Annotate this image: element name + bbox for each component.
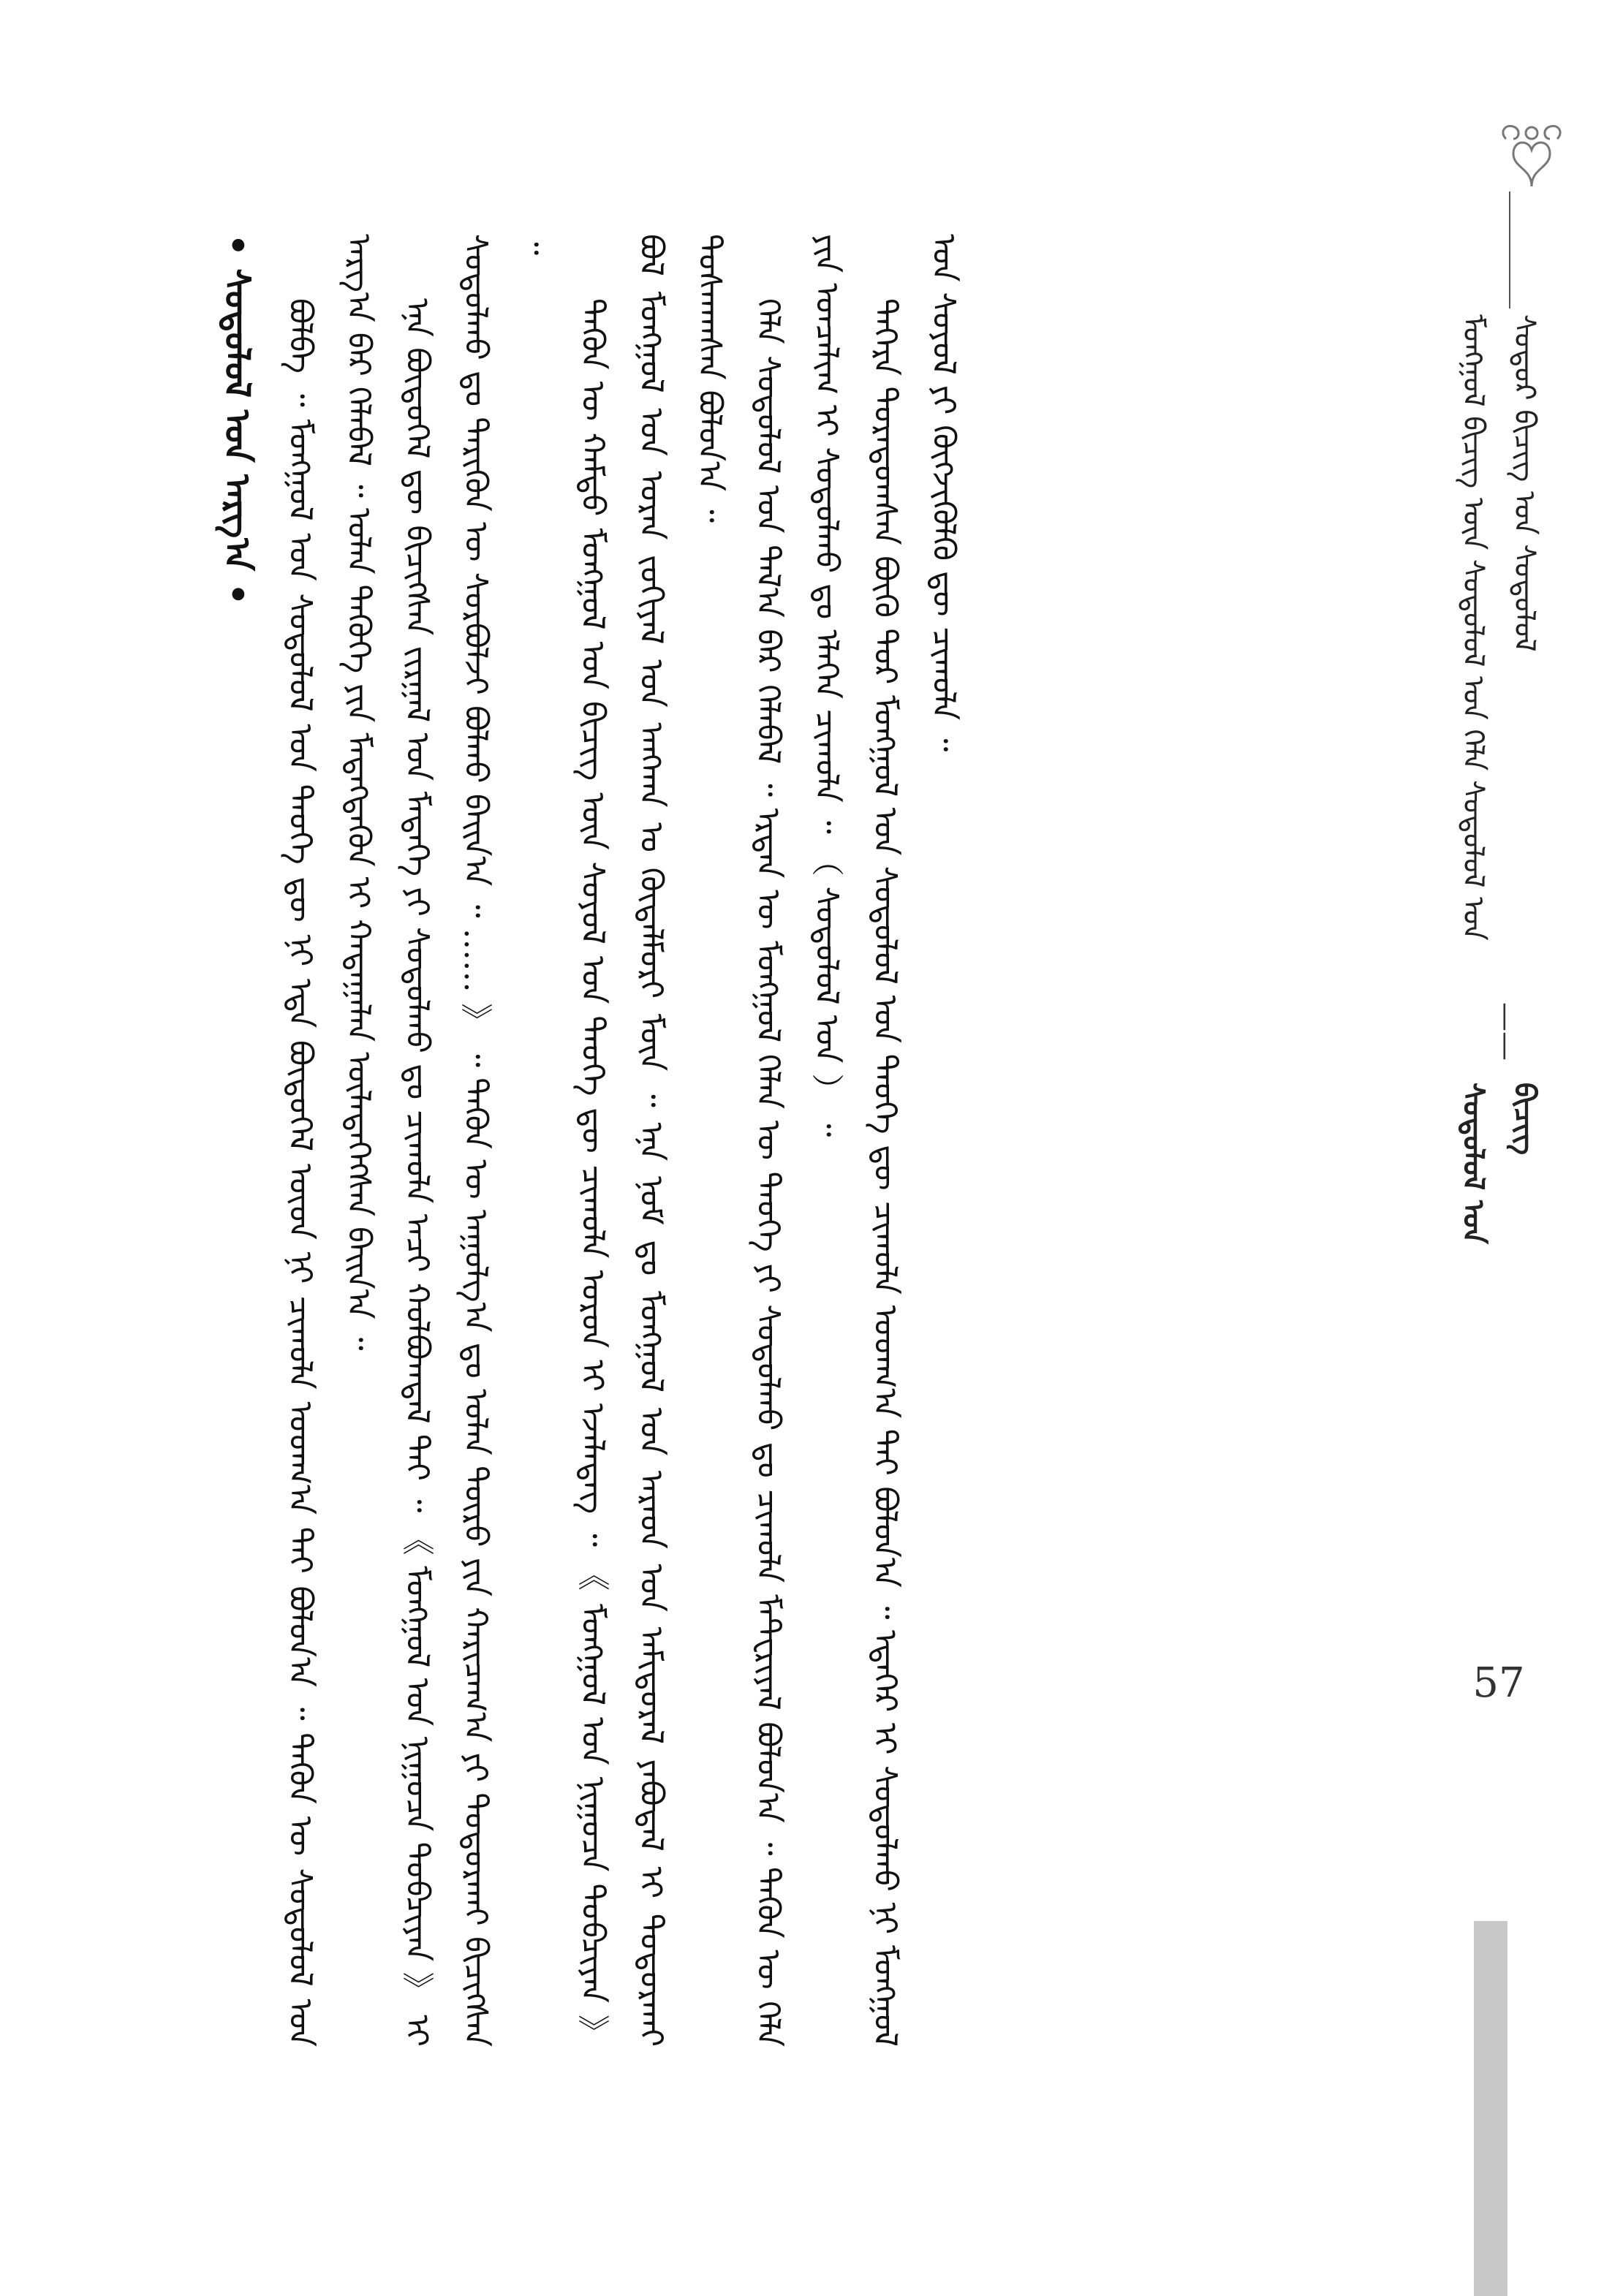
paragraph: ᠪᠣᠯᠪᠠ ᠃ ᠮᠣᠩᠭᠣᠯ ᠤᠨ ᠰᠤᠳᠤᠯᠤᠯ ᠤᠨ ᠲᠡᠦᠬᠡ ᠳᠦ ᠨᠢ ᠡᠳᠡ ᠪᠦᠲᠦᠭᠡᠯ ᠦᠳ ᠨᠢ ᠴᠢᠬᠤᠯᠠ ᠤᠳᠬ᠎ᠠ ᠲᠠᠢ ᠪᠣᠯᠤᠨ᠎ᠠ ᠃ ᠲᠡᠭᠦᠨ ᠦ ᠰᠤᠳᠤᠯᠤᠯ ᠤᠨ ᠠᠷᠭ᠎ᠠ ᠪᠠᠷ ᠬᠡᠯᠡᠪᠡᠯ ᠃ ᠣᠯᠠᠨ ᠲᠡᠭᠦᠬᠡ ᠶᠢᠨ ᠮᠡᠳᠡᠭᠳᠡᠬᠦᠨ ᠢ ᠬᠠᠳᠠᠭᠠᠯᠠᠨ ᠦᠯᠡᠳᠡᠭᠡᠭᠰᠡᠨ ᠪᠠᠢᠨ᠎ᠠ ᠃ (281, 234, 377, 2047)
running-head-dash: —— (1489, 1002, 1523, 1061)
paragraph: ᠲᠡᠭᠦᠨ ᠦ ᠬᠠᠮᠲᠤ ᠮᠣᠩᠭᠣᠯ ᠤᠨ ᠪᠢᠴᠢᠭ ᠦᠨ ᠰᠣᠶᠣᠯ ᠤᠨ ᠲᠡᠦᠬᠡ ᠳᠦ ᠴᠢᠬᠤᠯᠠ ᠣᠷᠣᠨ ᠢ ᠡᠵᠡᠯᠡᠳᠡᠭ ᠃ 《 ᠮᠣᠩᠭᠣᠯ ᠤᠨ ᠨᠢᠭᠤᠴᠠ ᠲᠣᠪᠴᠢᠶᠠᠨ 》 ᠪᠣᠯ ᠮᠣᠩᠭᠣᠯ ᠤᠨ ᠤᠷᠠᠨ ᠵᠣᠬᠢᠶᠠᠯ ᠤᠨ ᠠᠩᠬᠠᠨ ᠤ ᠬᠦᠳᠡᠯᠮᠦᠷᠢ ᠮᠥᠨ ᠃ ᠡᠨᠡ ᠨᠣᠮ ᠳᠤ ᠮᠣᠩᠭᠣᠯ ᠤᠨ ᠠᠷᠠᠳ ᠤᠨ ᠠᠮᠢᠳᠤᠷᠠᠯ ᠶᠠᠪᠤᠳᠠᠯ ᠢ ᠲᠣᠳᠣᠷᠬᠠᠢ ᠲᠤᠰᠬᠠᠭᠰᠠᠨ ᠪᠣᠯᠤᠨ᠎ᠠ ᠃ (574, 234, 728, 2047)
paragraph: ᠡᠨᠡ ᠪᠦᠲᠦᠭᠡᠯ ᠳᠦ ᠪᠢᠴᠢᠭᠰᠡᠨ ᠵᠢᠷᠭᠠᠯ ᠤᠨ ᠮᠡᠳᠡᠭᠡ ᠶᠢ ᠰᠤᠳᠤᠯᠬᠤ ᠳᠤ ᠴᠢᠬᠤᠯᠠ ᠠᠴᠢ ᠬᠣᠯᠪᠣᠭᠳᠠᠯ ᠲᠠᠢ ᠃ 《 ᠮᠣᠩᠭᠣᠯ ᠤᠨ ᠨᠢᠭᠤᠴᠠ ᠲᠣᠪᠴᠢᠶᠠᠨ 》 ᠢ ᠰᠤᠳᠤᠯᠬᠤ ᠳᠤ ᠲᠡᠷᠢᠭᠦᠨ ᠦ ᠰᠤᠷᠪᠤᠯᠵᠢ ᠪᠣᠯᠬᠤ ᠪᠠᠢᠨ᠎ᠠ ᠃ …… 》 ᠃ ᠲᠡᠭᠦᠨ ᠦ ᠠᠭᠤᠯᠭ᠎ᠠ ᠳᠤ ᠣᠯᠠᠨ ᠲᠦᠷᠦ ᠶᠢᠨ ᠬᠠᠷᠢᠴᠠᠭ᠎ᠠ ᠶᠢ ᠲᠣᠳᠣᠷᠬᠠᠢ ᠪᠢᠴᠢᠭᠰᠡᠨ ᠃ (398, 234, 553, 2047)
side-tab (1474, 1921, 1507, 2296)
running-head-bold-title: ᠰᠤᠳᠤᠯᠤᠯ ᠤᠨ ᠪᠢᠴᠢᠭ (1456, 1083, 1542, 1245)
section-heading: • ᠰᠤᠳᠤᠯᠤᠯ ᠤᠨ ᠠᠷᠭ᠎ᠠ • (216, 234, 257, 606)
header-ornament-icon (1491, 117, 1572, 190)
body-text (270, 234, 1426, 2047)
page-number: 57 (1472, 1659, 1525, 1707)
header-rule (1509, 192, 1510, 308)
running-head-title: ᠮᠣᠩᠭᠣᠯ ᠪᠢᠴᠢᠭ ᠦᠨ ᠰᠤᠳᠤᠯᠤᠯ ᠤᠨ ᠬᠡᠯᠡ ᠰᠤᠳᠤᠯᠤᠯ ᠤᠨ ᠰᠣᠳᠤᠷ ᠪᠢᠴᠢᠭ ᠤᠨ ᠰᠣᠳᠤᠯᠤᠯ (1456, 314, 1541, 941)
paragraph: ᠬᠡᠯᠡ ᠰᠤᠳᠤᠯᠤᠯ ᠤᠨ ᠲᠠᠯ᠎ᠠ ᠪᠠᠷ ᠬᠡᠯᠡᠪᠡᠯ ᠃ ᠡᠷᠲᠡᠨ ᠦ ᠮᠣᠩᠭᠣᠯ ᠬᠡᠯᠡᠨ ᠦ ᠲᠡᠦᠬᠡ ᠶᠢ ᠰᠤᠳᠤᠯᠬᠤ ᠳᠤ ᠴᠢᠬᠤᠯᠠ ᠮᠠᠲᠧᠷᠢᠶᠠᠯ ᠪᠣᠯᠤᠨ᠎ᠠ ᠃ ᠲᠡᠭᠦᠨ ᠦ ᠬᠡᠯᠡ ᠶᠢᠨ ᠣᠨᠴᠠᠯᠢᠭ ᠢ ᠰᠤᠳᠤᠯᠬᠤ ᠳᠤ ᠡᠯᠡᠭᠡᠨ ᠴᠢᠬᠤᠯᠠ ᠃ （ ᠰᠤᠳᠤᠯᠤᠯ ᠤᠨ ） ᠃ (749, 234, 845, 2047)
paragraph: ᠳᠡᠭᠡᠷᠡ ᠳᠤᠷᠠᠳᠤᠭᠰᠠᠨ ᠪᠦᠬᠦ ᠳᠤᠷ ᠮᠣᠩᠭᠣᠯ ᠤᠨ ᠰᠤᠳᠤᠯᠤᠯ ᠤᠨ ᠲᠡᠦᠬᠡ ᠳᠦ ᠴᠢᠬᠤᠯᠠ ᠤᠳᠬ᠎ᠠ ᠲᠠᠢ ᠪᠣᠯᠤᠨ᠎ᠠ ᠃ ᠡᠳᠡᠭᠡᠷ ᠢ ᠰᠤᠳᠤᠯᠬᠤ ᠨᠢ ᠮᠣᠩᠭᠣᠯ ᠤᠨ ᠰᠣᠶᠣᠯ ᠶᠢ ᠬᠥᠭᠵᠢᠭᠦᠯᠬᠦ ᠳᠦ ᠴᠢᠬᠤᠯᠠ ᠃ (866, 234, 962, 2047)
running-head (1456, 314, 1542, 1250)
